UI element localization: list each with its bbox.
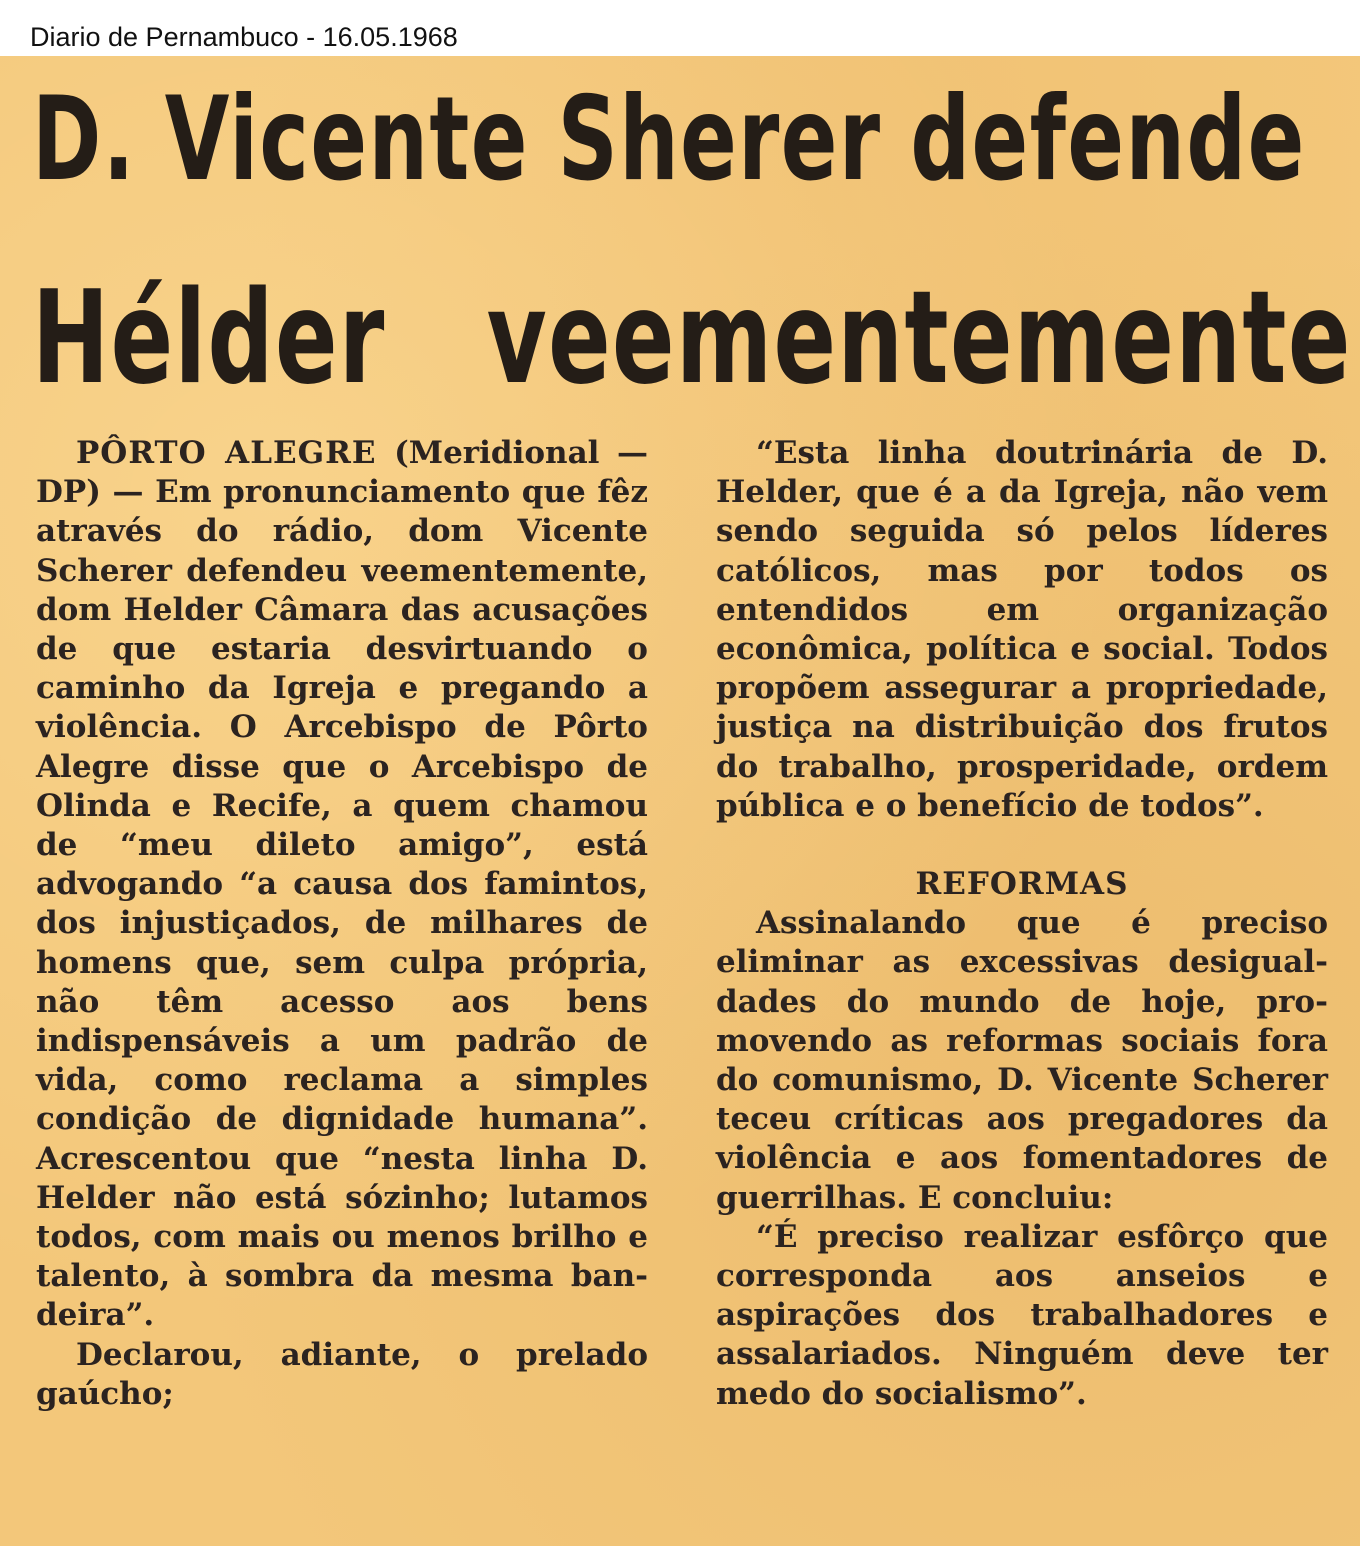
article-paragraph: Declarou, adiante, o prelado gaúcho; bbox=[36, 1336, 648, 1412]
newspaper-clipping bbox=[0, 56, 1366, 1546]
headline-line-1 bbox=[32, 72, 1306, 207]
section-subhead: REFORMAS bbox=[915, 866, 1129, 903]
headline-word: Vicente bbox=[164, 72, 529, 207]
article-paragraph: “Esta linha doutrinária de D. Helder, que é a da Igreja, não vem sendo seguida só pelos líderes católicos, mas por todos os entendidos em organização econômica, política e social. Todos propõem assegurar a propriedade, justiça na distribuição dos frutos do trabalho, prosperidade, ordem pública e o benefício de todos”. bbox=[716, 435, 1328, 824]
paragraph-text: (Meridional — DP) — Em pronunciamento que fêz através do rádio, dom Vicente Scherer defendeu veementemente, dom Helder Câmara das acusações de que estaria desvirtuando o caminho da Igreja e pregando a violência. O Arcebispo de Pôrto Alegre disse que o Arcebispo de Olinda e Recife, a quem chamou de “meu dileto amigo”, está advogando “a causa dos famintos, dos injustiçados, de milhares de homens que, sem culpa própria, não têm acesso aos bens indispensáveis a um padrão de vida, como reclama a simples condição de dignidade humana”. Acrescentou que “nesta linha D. Helder não está sózinho; lutamos todos, com mais ou menos brilho e talento, à sombra da mesma bandeira”. bbox=[36, 435, 649, 1334]
article-paragraph: “É preciso realizar esfôrço que corresponda aos anseios e aspirações dos trabalhadores e assalariados. Ninguém deve ter medo do socialismo”. bbox=[716, 1218, 1328, 1412]
headline-word: Hélder bbox=[32, 264, 386, 413]
article-paragraph bbox=[36, 434, 648, 1336]
article-paragraph: Assinalando que é preciso eliminar as excessivas desigualdades do mundo de hoje, promovendo as reformas sociais fora do comunismo, D. Vicente Scherer teceu críticas aos pregadores da violência e aos fomentadores de guerrilhas. E concluiu: bbox=[716, 905, 1328, 1216]
dateline: PÔRTO ALEGRE bbox=[76, 435, 377, 471]
headline-word: veementemente bbox=[486, 264, 1352, 413]
article-column-right bbox=[716, 434, 1328, 1414]
headline-word: defende bbox=[910, 72, 1306, 207]
article-column-left bbox=[36, 434, 648, 1414]
headline-word: D. bbox=[32, 72, 136, 207]
source-caption: Diario de Pernambuco - 16.05.1968 bbox=[30, 22, 458, 52]
headline-word: Sherer bbox=[557, 72, 882, 207]
headline-line-2 bbox=[32, 264, 1352, 413]
